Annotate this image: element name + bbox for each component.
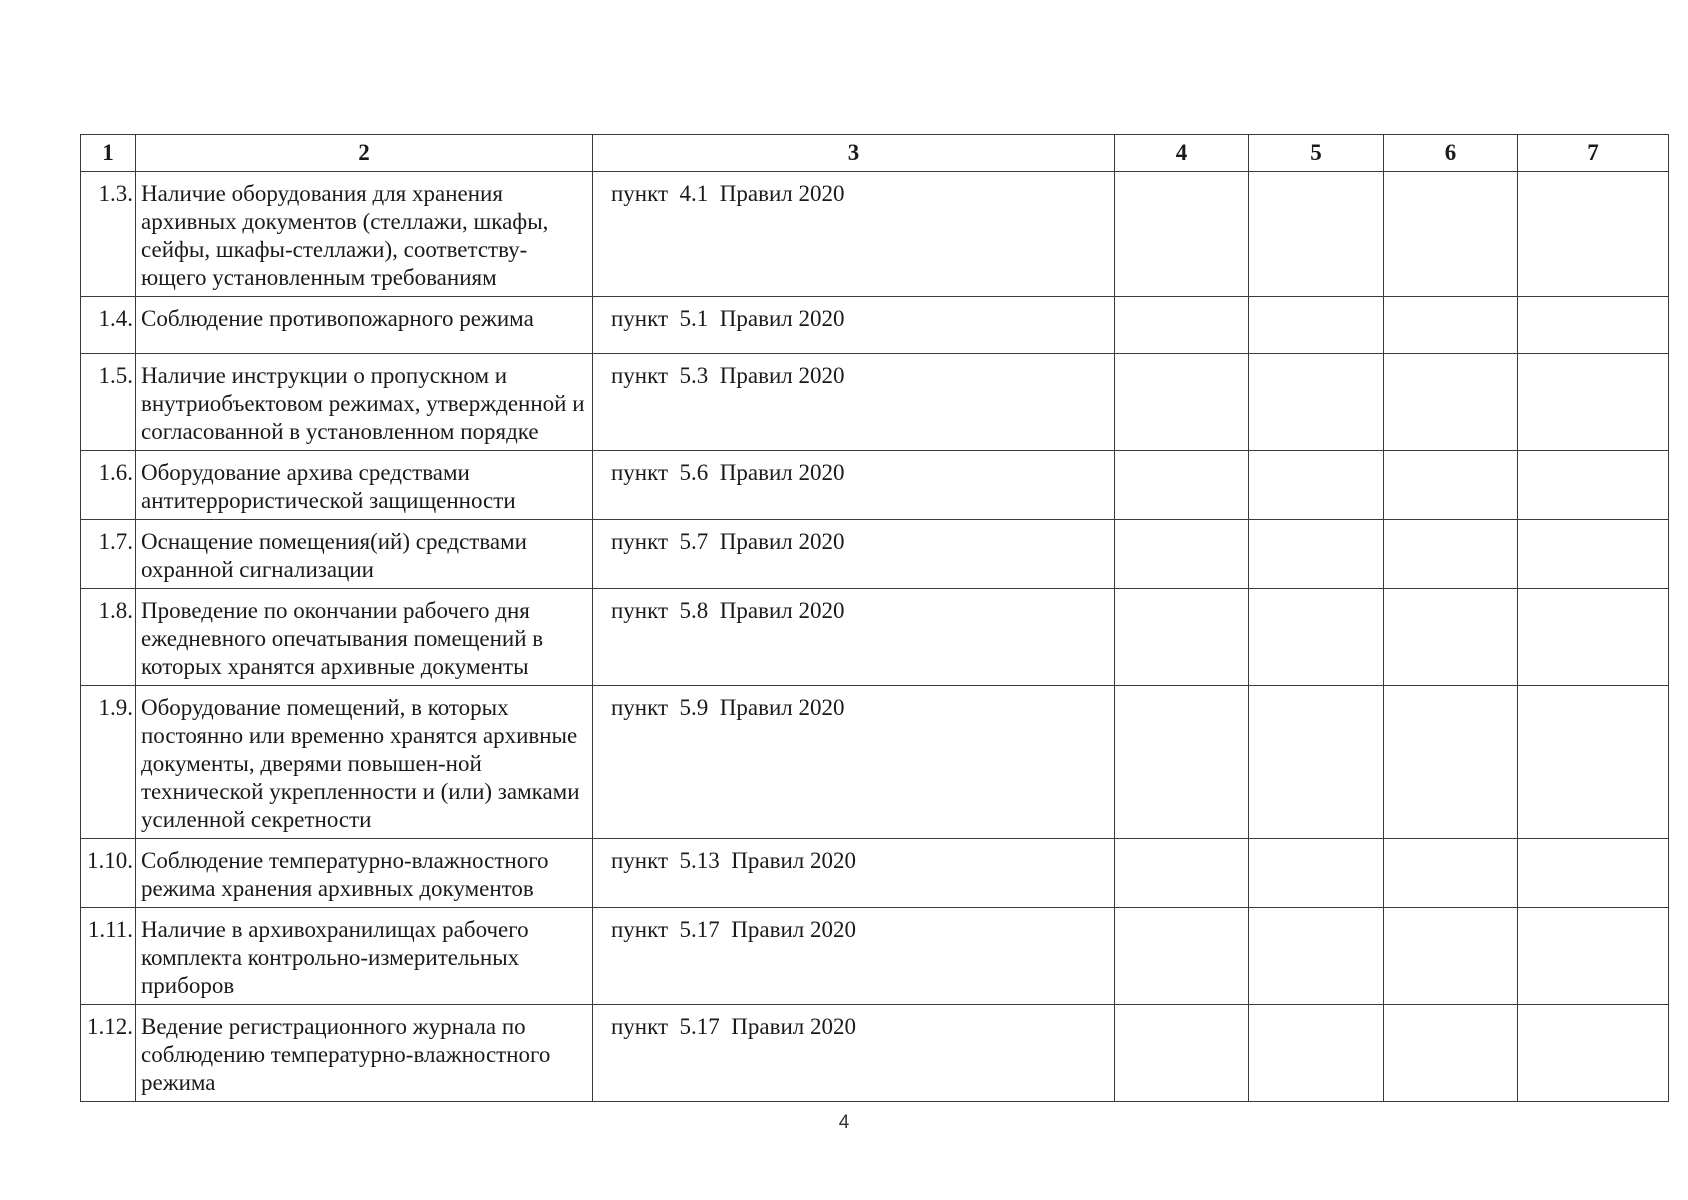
column-header-7: 7 [1518,135,1669,172]
requirement-text: Проведение по окончании рабочего дня ежедневного опечатывания помещений в которых хранятся архивные документы [136,589,593,686]
empty-cell [1249,908,1384,1005]
empty-cell [1384,839,1518,908]
requirement-text: Оборудование помещений, в которых постоянно или временно хранятся архивные документы, дверями повышен-ной технической укрепленности и (или) замками усиленной секретности [136,686,593,839]
table-row [81,172,1669,297]
row-number: 1.5. [81,354,136,451]
empty-cell [1249,520,1384,589]
column-header-1: 1 [81,135,136,172]
table-row [81,297,1669,354]
empty-cell [1384,589,1518,686]
empty-cell [1249,451,1384,520]
regulation-reference: пункт 5.13 Правил 2020 [593,839,1115,908]
row-number: 1.4. [81,297,136,354]
empty-cell [1115,451,1249,520]
regulation-reference: пункт 5.9 Правил 2020 [593,686,1115,839]
column-header-2: 2 [136,135,593,172]
empty-cell [1115,297,1249,354]
empty-cell [1518,1005,1669,1102]
empty-cell [1518,839,1669,908]
empty-cell [1384,520,1518,589]
table-row [81,589,1669,686]
table-row [81,686,1669,839]
empty-cell [1115,589,1249,686]
column-header-6: 6 [1384,135,1518,172]
empty-cell [1115,520,1249,589]
regulation-reference: пункт 5.8 Правил 2020 [593,589,1115,686]
empty-cell [1249,172,1384,297]
empty-cell [1249,839,1384,908]
requirement-text: Оборудование архива средствами антитеррористической защищенности [136,451,593,520]
empty-cell [1249,354,1384,451]
table-row [81,908,1669,1005]
row-number: 1.12. [81,1005,136,1102]
empty-cell [1384,686,1518,839]
empty-cell [1384,172,1518,297]
row-number: 1.8. [81,589,136,686]
inspection-table [80,134,1669,1102]
regulation-reference: пункт 5.17 Правил 2020 [593,1005,1115,1102]
regulation-reference: пункт 5.3 Правил 2020 [593,354,1115,451]
row-number: 1.10. [81,839,136,908]
row-number: 1.9. [81,686,136,839]
row-number: 1.7. [81,520,136,589]
empty-cell [1115,1005,1249,1102]
row-number: 1.11. [81,908,136,1005]
requirement-text: Наличие инструкции о пропускном и внутриобъектовом режимах, утвержденной и согласованной в установленном порядке [136,354,593,451]
requirement-text: Наличие оборудования для хранения архивных документов (стеллажи, шкафы, сейфы, шкафы-стеллажи), соответству-ющего установленным требованиям [136,172,593,297]
column-header-4: 4 [1115,135,1249,172]
empty-cell [1518,589,1669,686]
regulation-reference: пункт 5.7 Правил 2020 [593,520,1115,589]
requirement-text: Оснащение помещения(ий) средствами охранной сигнализации [136,520,593,589]
empty-cell [1384,354,1518,451]
empty-cell [1384,908,1518,1005]
regulation-reference: пункт 4.1 Правил 2020 [593,172,1115,297]
column-header-5: 5 [1249,135,1384,172]
empty-cell [1384,1005,1518,1102]
empty-cell [1384,297,1518,354]
empty-cell [1249,1005,1384,1102]
requirement-text: Соблюдение температурно-влажностного режима хранения архивных документов [136,839,593,908]
empty-cell [1518,451,1669,520]
empty-cell [1518,354,1669,451]
empty-cell [1518,686,1669,839]
empty-cell [1115,686,1249,839]
row-number: 1.3. [81,172,136,297]
empty-cell [1518,297,1669,354]
column-header-3: 3 [593,135,1115,172]
empty-cell [1115,839,1249,908]
requirement-text: Наличие в архивохранилищах рабочего комплекта контрольно-измерительных приборов [136,908,593,1005]
table-row [81,451,1669,520]
table-row [81,520,1669,589]
header-row [81,135,1669,172]
row-number: 1.6. [81,451,136,520]
empty-cell [1384,451,1518,520]
empty-cell [1518,908,1669,1005]
empty-cell [1518,172,1669,297]
empty-cell [1249,686,1384,839]
empty-cell [1249,297,1384,354]
empty-cell [1115,354,1249,451]
requirement-text: Ведение регистрационного журнала по соблюдению температурно-влажностного режима [136,1005,593,1102]
regulation-reference: пункт 5.6 Правил 2020 [593,451,1115,520]
table-row [81,354,1669,451]
empty-cell [1115,908,1249,1005]
table-row [81,1005,1669,1102]
regulation-reference: пункт 5.1 Правил 2020 [593,297,1115,354]
page-number: 4 [838,1112,850,1133]
empty-cell [1249,589,1384,686]
empty-cell [1115,172,1249,297]
empty-cell [1518,520,1669,589]
table-row [81,839,1669,908]
requirement-text: Соблюдение противопожарного режима [136,297,593,354]
regulation-reference: пункт 5.17 Правил 2020 [593,908,1115,1005]
